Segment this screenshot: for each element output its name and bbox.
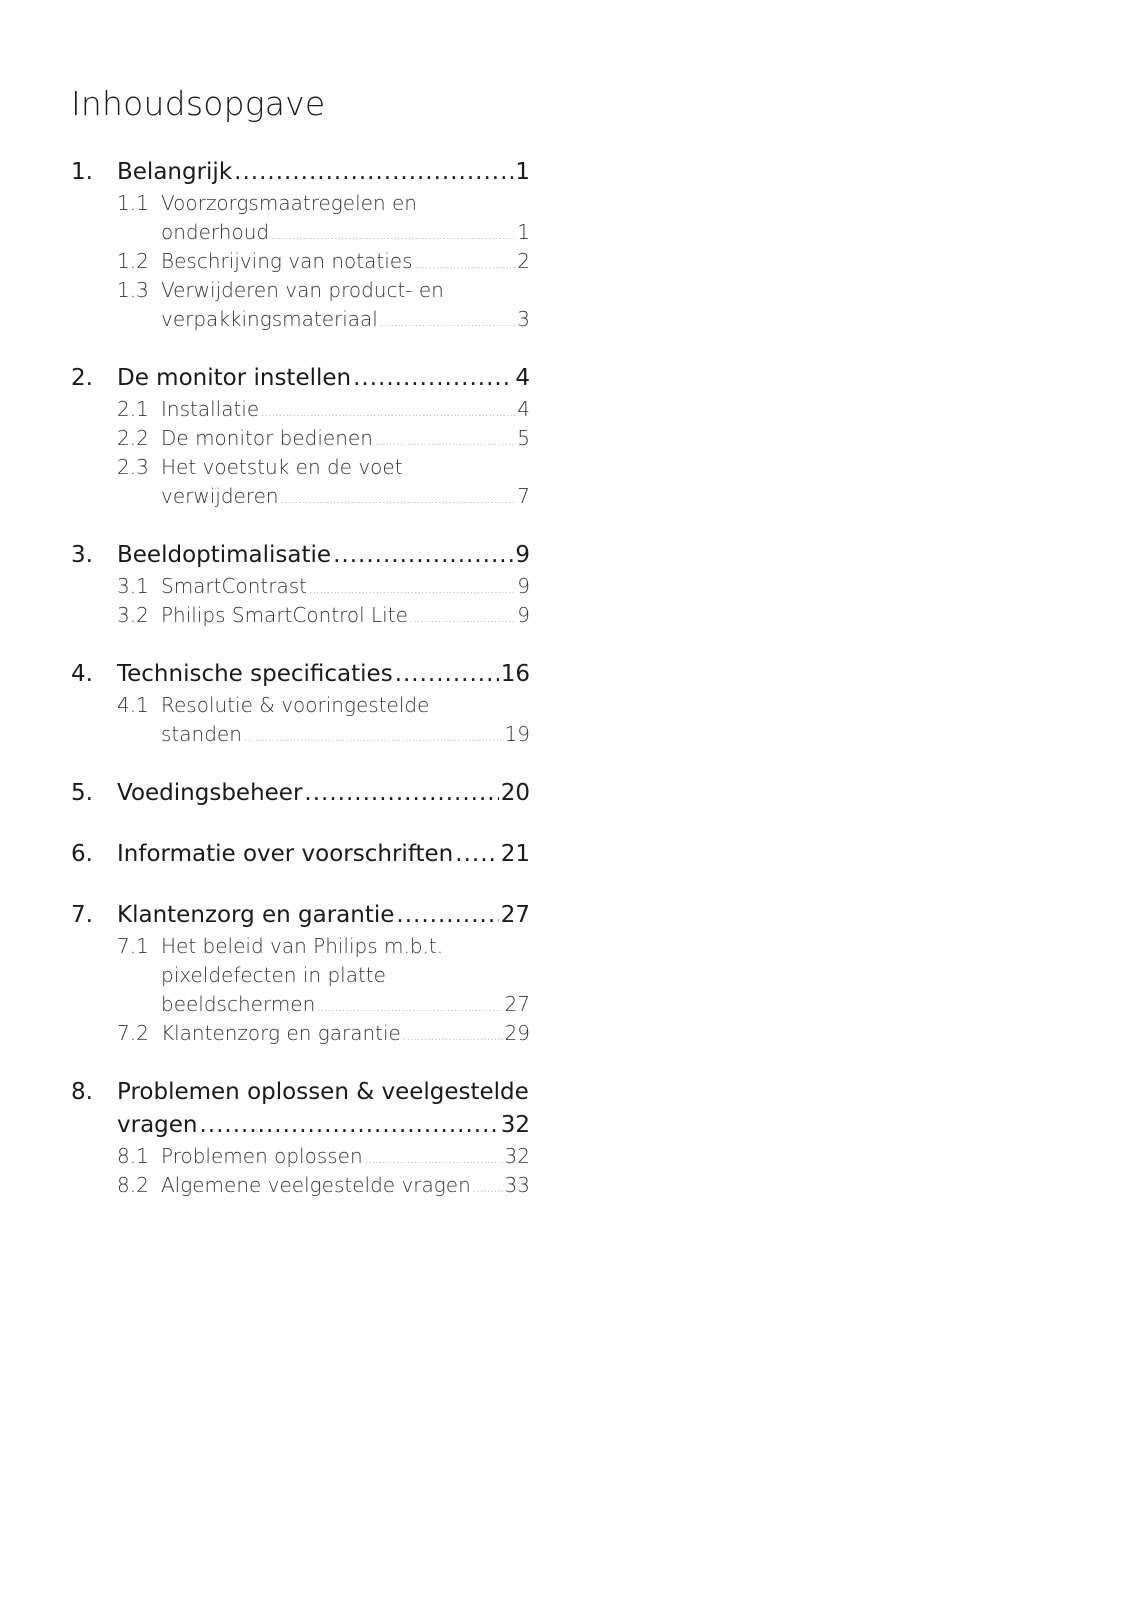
toc-subsection-row-cont[interactable]	[71, 961, 530, 990]
toc-subsection-row-cont[interactable]	[71, 218, 530, 247]
section-title: Informatie over voorschriften	[117, 841, 454, 867]
leader-dots	[403, 1022, 503, 1051]
subsection-number: 1.2	[117, 249, 149, 273]
leader-dots	[304, 777, 498, 810]
toc-subsection-row-cont[interactable]	[71, 305, 530, 334]
toc-subsection-row[interactable]	[71, 395, 530, 424]
toc-section	[71, 777, 530, 810]
toc-section	[71, 899, 530, 1048]
subsection-number: 7.1	[117, 934, 149, 958]
subsection-title-line: Voorzorgsmaatregelen en	[161, 191, 417, 215]
subsection-number: 8.1	[117, 1144, 149, 1168]
subsection-title-line: Algemene veelgestelde vragen	[161, 1173, 471, 1197]
leader-dots	[281, 485, 516, 514]
leader-dots	[333, 539, 513, 572]
toc-section	[71, 539, 530, 630]
leader-dots	[473, 1174, 503, 1203]
toc-subsection-row[interactable]	[71, 932, 530, 961]
toc-subsection-row[interactable]	[71, 572, 530, 601]
subsection-title-line: Philips SmartControl Lite	[161, 603, 408, 627]
toc-section	[71, 156, 530, 334]
section-number: 2.	[71, 365, 93, 391]
leader-dots	[200, 1109, 499, 1142]
subsection-title-line: SmartContrast	[161, 574, 307, 598]
subsection-title-line: verwijderen	[161, 484, 279, 508]
section-title: Technische specificaties	[117, 661, 393, 687]
toc-section-row-cont[interactable]	[71, 1109, 530, 1142]
subsection-title-line: Verwijderen van product- en	[161, 278, 444, 302]
leader-dots	[396, 899, 498, 932]
subsection-number: 2.3	[117, 455, 149, 479]
leader-dots	[353, 362, 513, 395]
page-number: 27	[500, 902, 530, 928]
subsection-title-line: beeldschermen	[161, 992, 316, 1016]
section-number: 8.	[71, 1079, 93, 1105]
subsection-number: 2.1	[117, 397, 149, 421]
page-number: 7	[517, 484, 530, 508]
section-title: Beeldoptimalisatie	[117, 542, 332, 568]
subsection-number: 4.1	[117, 693, 149, 717]
toc-section-row[interactable]	[71, 777, 530, 810]
leader-dots	[455, 838, 498, 871]
section-number: 4.	[71, 661, 93, 687]
toc-subsection-row[interactable]	[71, 691, 530, 720]
page-number: 21	[500, 841, 530, 867]
toc-section	[71, 658, 530, 749]
subsection-title-line: Beschrijving van notaties	[161, 249, 413, 273]
page-number: 1	[515, 159, 530, 185]
page-number: 32	[500, 1112, 530, 1138]
leader-dots	[317, 993, 502, 1022]
toc-subsection-row[interactable]	[71, 1142, 530, 1171]
section-title: Klantenzorg en garantie	[117, 902, 395, 928]
section-number: 3.	[71, 542, 93, 568]
page-number: 29	[504, 1021, 530, 1045]
subsection-title-line: Installatie	[161, 397, 260, 421]
leader-dots	[261, 398, 515, 427]
leader-dots	[234, 156, 513, 189]
subsection-title-line: Het voetstuk en de voet	[161, 455, 403, 479]
subsection-title-line: pixeldefecten in platte	[161, 963, 386, 987]
page-number: 16	[500, 661, 530, 687]
subsection-title-line: De monitor bedienen	[161, 426, 373, 450]
page-number: 4	[515, 365, 530, 391]
toc-subsection-row-cont[interactable]	[71, 720, 530, 749]
toc-subsection-row[interactable]	[71, 453, 530, 482]
subsection-number: 8.2	[117, 1173, 149, 1197]
leader-dots	[365, 1145, 503, 1174]
leader-dots	[395, 658, 499, 691]
subsection-title-line: Klantenzorg en garantie	[161, 1021, 401, 1045]
section-number: 6.	[71, 841, 93, 867]
page-number: 9	[517, 574, 530, 598]
toc-subsection-row[interactable]	[71, 601, 530, 630]
subsection-number: 3.1	[117, 574, 149, 598]
page-number: 19	[504, 722, 530, 746]
section-title: De monitor instellen	[117, 365, 352, 391]
toc-section-row[interactable]	[71, 156, 530, 189]
leader-dots	[309, 575, 515, 604]
leader-dots	[271, 221, 515, 250]
toc-subsection-row-cont[interactable]	[71, 482, 530, 511]
page-number: 9	[517, 603, 530, 627]
toc-subsection-row[interactable]	[71, 1019, 530, 1048]
leader-dots	[375, 427, 515, 456]
leader-dots	[410, 604, 515, 633]
toc-subsection-row[interactable]	[71, 247, 530, 276]
page-number: 5	[517, 426, 530, 450]
section-title-line: Problemen oplossen & veelgestelde	[117, 1079, 529, 1105]
subsection-title-line: Problemen oplossen	[161, 1144, 363, 1168]
toc-subsection-row[interactable]	[71, 424, 530, 453]
subsection-number: 3.2	[117, 603, 149, 627]
section-title-line: vragen	[117, 1112, 198, 1138]
toc-section-row[interactable]	[71, 1076, 530, 1109]
toc-section	[71, 1076, 530, 1200]
page-number: 32	[504, 1144, 530, 1168]
toc-subsection-row[interactable]	[71, 189, 530, 218]
toc-section-row[interactable]	[71, 899, 530, 932]
page-number: 33	[504, 1173, 530, 1197]
toc-section-row[interactable]	[71, 362, 530, 395]
toc-section	[71, 838, 530, 871]
section-number: 7.	[71, 902, 93, 928]
subsection-number: 1.3	[117, 278, 149, 302]
section-number: 5.	[71, 780, 93, 806]
leader-dots	[244, 723, 503, 752]
toc-section	[71, 362, 530, 511]
toc-section-row[interactable]	[71, 838, 530, 871]
subsection-number: 1.1	[117, 191, 149, 215]
subsection-title-line: Resolutie & vooringestelde	[161, 693, 430, 717]
toc-subsection-row-cont[interactable]	[71, 990, 530, 1019]
subsection-number: 2.2	[117, 426, 149, 450]
toc-section-row[interactable]	[71, 658, 530, 691]
section-title: Voedingsbeheer	[117, 780, 303, 806]
toc-subsection-row[interactable]	[71, 276, 530, 305]
toc-subsection-row[interactable]	[71, 1171, 530, 1200]
subsection-number: 7.2	[117, 1021, 149, 1045]
subsection-title-line: standen	[161, 722, 242, 746]
page-number: 2	[517, 249, 530, 273]
page-number: 20	[500, 780, 530, 806]
leader-dots	[415, 250, 516, 279]
page-number: 9	[515, 542, 530, 568]
page-number: 4	[517, 397, 530, 421]
section-number: 1.	[71, 159, 93, 185]
page-number: 3	[517, 307, 530, 331]
subsection-title-line: verpakkingsmateriaal	[161, 307, 378, 331]
section-title: Belangrijk	[117, 159, 233, 185]
page-title: Inhoudsopgave	[71, 84, 326, 123]
leader-dots	[380, 308, 515, 337]
table-of-contents	[71, 156, 530, 1228]
subsection-title-line: onderhoud	[161, 220, 270, 244]
toc-section-row[interactable]	[71, 539, 530, 572]
subsection-title-line: Het beleid van Philips m.b.t.	[161, 934, 444, 958]
page-number: 1	[517, 220, 530, 244]
page-number: 27	[504, 992, 530, 1016]
